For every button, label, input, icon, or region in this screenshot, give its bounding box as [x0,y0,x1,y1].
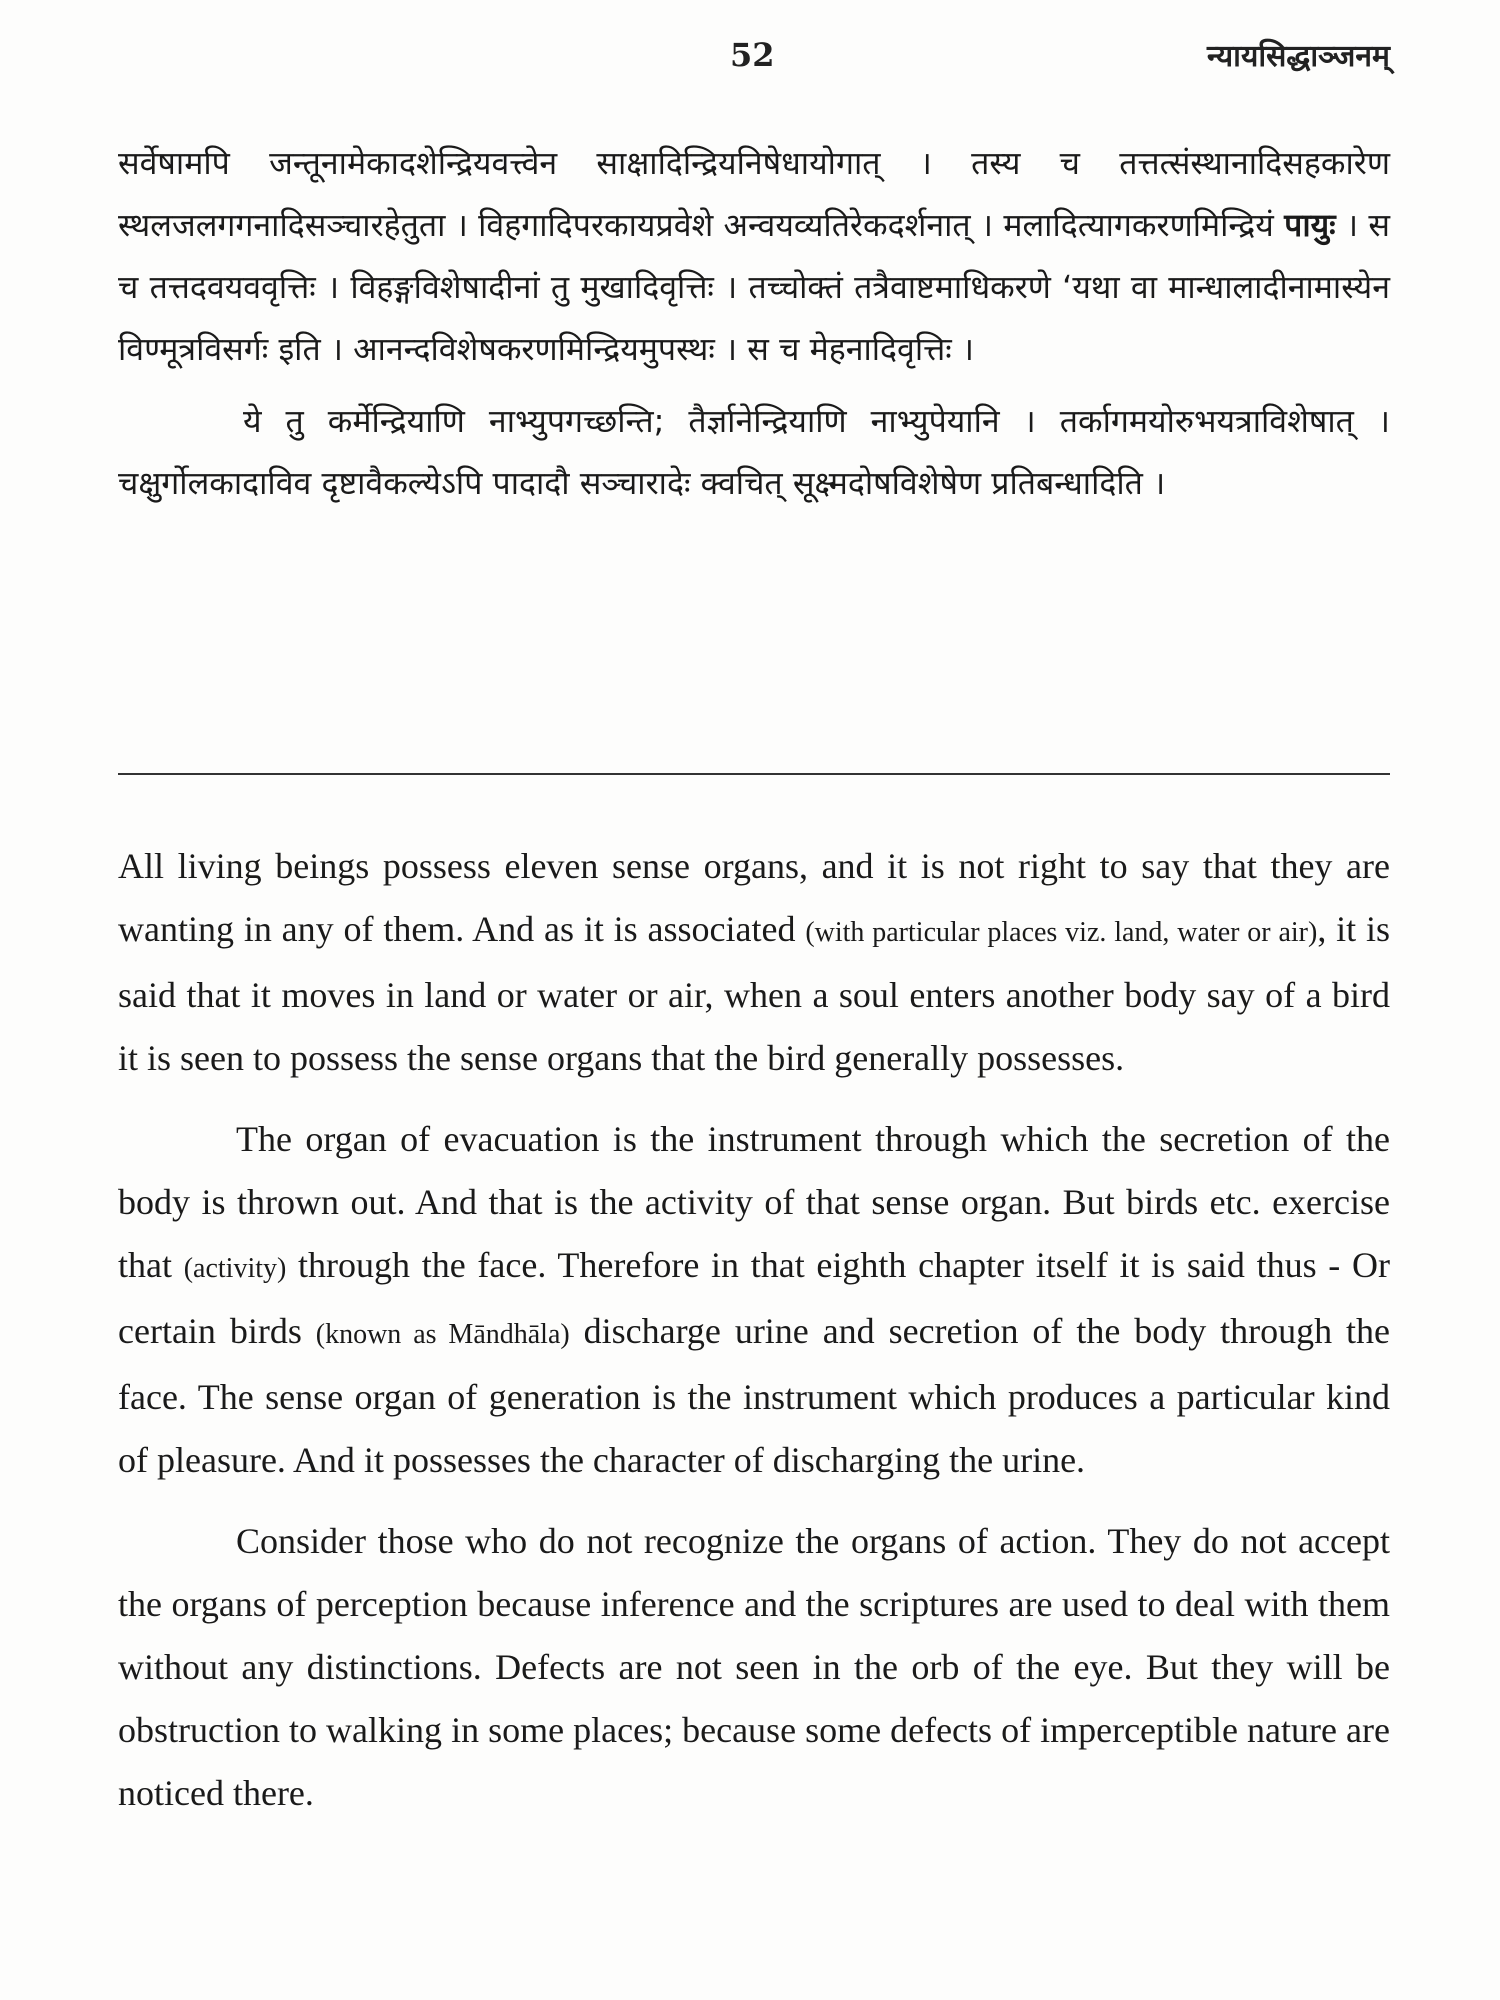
english-paragraph-2 [118,1108,1390,1492]
english-text-run: through the face. Therefore in that eighth chapter itself it is said thus - Or certain birds [118,1245,1390,1351]
running-title: न्यायसिद्धाञ्जनम् [1206,39,1390,74]
page-number: 52 [730,36,775,74]
sanskrit-paragraph-2: ये तु कर्मेन्द्रियाणि नाभ्युपगच्छन्ति; तैर्ज्ञानेन्द्रियाणि नाभ्युपेयानि । तर्कागमयोरुभयत्राविशेषात् । चक्षुर्गोलकादाविव दृष्टावैकल्येऽपि पादादौ सञ्चारादेः क्वचित् सूक्ष्मदोषविशेषेण प्रतिबन्धादिति । [118,402,1390,502]
sanskrit-paragraph-1 [118,132,1390,380]
sanskrit-text-run: सर्वेषामपि जन्तूनामेकादशेन्द्रियवत्त्वेन साक्षादिन्द्रियनिषेधायोगात् । तस्य च तत्तत्संस्थानादिसहकारेण स्थलजलगगनादिसञ्चारहेतुता । विहगादिपरकायप्रवेशे अन्वयव्यतिरेकदर्शनात् । मलादित्यागकरणमिन्द्रियं [118,144,1390,244]
english-translation [118,835,1390,1843]
sanskrit-text [118,132,1390,514]
english-parenthetical: (with particular places viz. land, water or air) [805,917,1318,948]
english-paragraph-3: Consider those who do not recognize the organs of action. They do not accept the organs of perception because inference and the scriptures are used to deal with them without any distinctions. Defects are not seen in the orb of the eye. But they will be obstruction to walking in some places; because some defects of imperceptible nature are noticed there. [118,1521,1390,1813]
sanskrit-text-run: । स च तत्तदवयववृत्तिः । विहङ्गविशेषादीनां तु मुखादिवृत्तिः । तच्चोक्तं तत्रैवाष्टमाधिकरणे ‘यथा वा मान्धालादीनामास्येन विण्मूत्रविसर्गः इति । आनन्दविशेषकरणमिन्द्रियमुपस्थः । स च मेहनादिवृत्तिः । [118,206,1391,368]
english-text-run: discharge urine and secretion of the body through the face. The sense organ of generation is the instrument which produces a particular kind of pleasure. And it possesses the character of discharging the urine. [118,1311,1390,1480]
english-text-run: All living beings possess eleven sense organs, and it is not right to say that they are wanting in any of them. And as it is associated [118,846,1390,949]
english-text-run: , it is said that it moves in land or water or air, when a soul enters another body say of a bird it is seen to possess the sense organs that the bird generally possesses. [118,909,1391,1078]
sanskrit-bold-term: पायुः [1284,206,1336,244]
page-header [0,30,1500,90]
section-divider [118,773,1390,775]
english-paragraph-1 [118,835,1390,1090]
english-parenthetical: (known as Māndhāla) [315,1319,570,1350]
english-text-run: The organ of evacuation is the instrument through which the secretion of the body is thrown out. And that is the activity of that sense organ. But birds etc. exercise that [118,1119,1390,1285]
english-parenthetical: (activity) [183,1253,287,1284]
